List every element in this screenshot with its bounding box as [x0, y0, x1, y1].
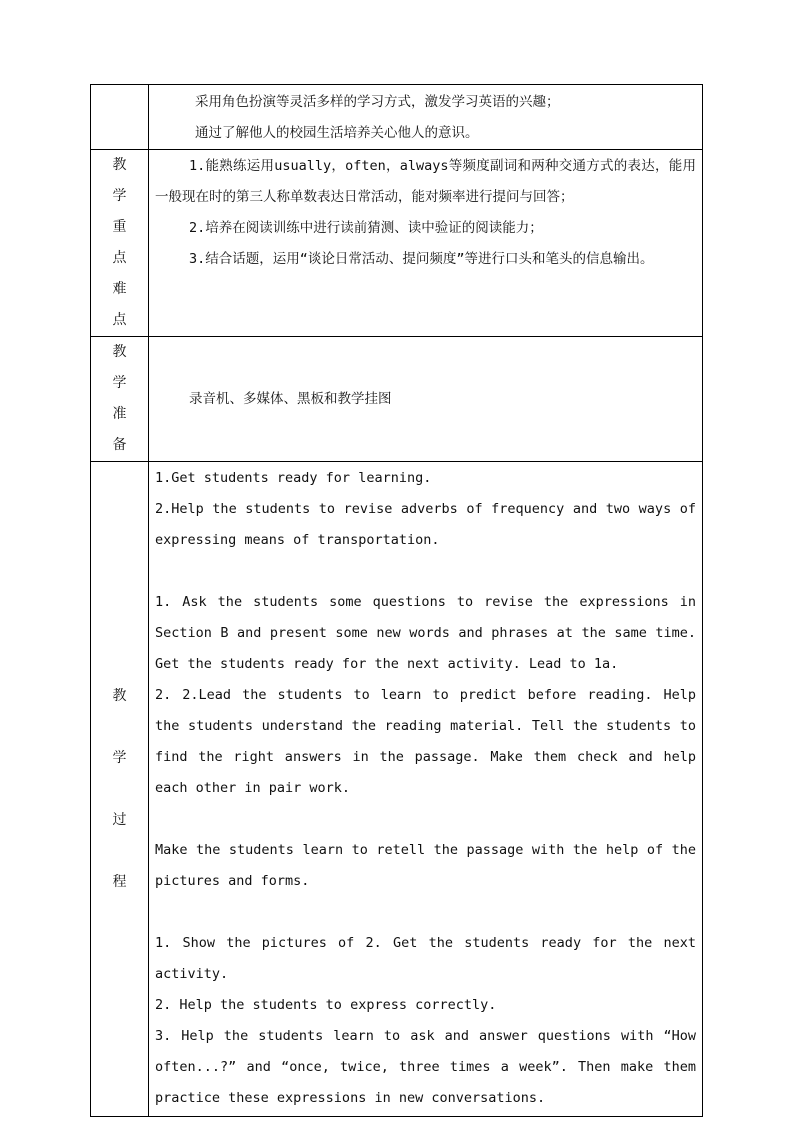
objectives-row: [91, 85, 703, 150]
process-label: [91, 462, 149, 1117]
process-step: 1.Get students ready for learning.: [155, 470, 432, 486]
key-point-item: 2.培养在阅读训练中进行读前猜测、读中验证的阅读能力；: [189, 220, 543, 236]
label-line: 难点: [112, 281, 137, 328]
preparation-label: [91, 337, 149, 462]
process-step: 3. Help the students learn to ask and answer questions with “How often...?” and “once, twice, three times a week”. Then make them practice these expressions in new conversations.: [155, 1028, 696, 1106]
key-points-label: [91, 150, 149, 337]
label-line: 教学: [112, 157, 137, 204]
preparation-text: 录音机、多媒体、黑板和教学挂图: [189, 390, 392, 407]
label-line: 教学: [112, 344, 137, 391]
preparation-cell: [149, 337, 703, 462]
process-row: [91, 462, 703, 1117]
label-char: 学: [112, 749, 127, 766]
process-step: Make the students learn to retell the passage with the help of the pictures and forms.: [155, 842, 696, 889]
process-step: 1. Ask the students some questions to revise the expressions in Section B and present some new words and phrases at the same time. Get the students ready for the next activity. Lead to 1a.: [155, 594, 696, 672]
process-step: 2.Help the students to revise adverbs of frequency and two ways of expressing means of transportation.: [155, 501, 696, 548]
label-char: 程: [112, 873, 127, 890]
process-step: 2. 2.Lead the students to learn to predict before reading. Help the students understand the reading material. Tell the students to find the right answers in the passage. Make them check and help each other in pair work.: [155, 687, 696, 796]
label-char: 过: [112, 811, 127, 828]
process-step: 1. Show the pictures of 2. Get the students ready for the next activity.: [155, 935, 696, 982]
label-char: 教: [112, 687, 127, 704]
objective-line: 采用角色扮演等灵活多样的学习方式，激发学习英语的兴趣；: [195, 94, 560, 110]
key-point-item: 1.能熟练运用usually，often，always等频度副词和两种交通方式的表达，能用一般现在时的第三人称单数表达日常活动，能对频率进行提问与回答；: [155, 158, 696, 205]
objectives-cell: [149, 85, 703, 150]
lesson-plan-table: [90, 84, 703, 1117]
key-points-cell: [149, 150, 703, 337]
label-line: 重点: [112, 219, 137, 266]
label-line: 准备: [112, 406, 137, 453]
objective-line: 通过了解他人的校园生活培养关心他人的意识。: [195, 125, 479, 141]
preparation-row: [91, 337, 703, 462]
key-point-item: 3.结合话题，运用“谈论日常活动、提问频度”等进行口头和笔头的信息输出。: [189, 251, 654, 267]
process-cell: [149, 462, 703, 1117]
key-points-row: [91, 150, 703, 337]
objectives-label-cell: [91, 85, 149, 150]
process-step: 2. Help the students to express correctly.: [155, 997, 497, 1013]
